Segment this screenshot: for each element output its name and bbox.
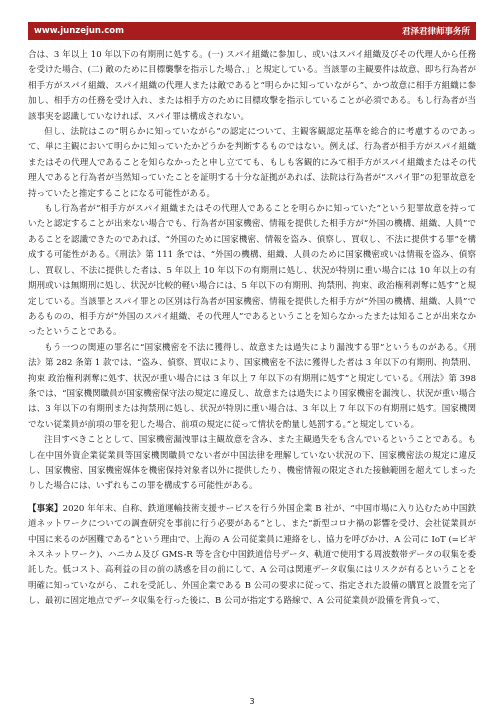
paragraph: 但し、法院はこの“明らかに知っていながら”の認定について、主観客観認定基準を総合的に考慮するのであって、単に主観において明らかに知っていたかどうかを判断するものではない。例えば、行為者が相手方がスパイ組織またはその代理人であることを知らなかったと申し立てても、もしも客観的にみて相手方がスパイ組織またはその代理人であると行為者が当然知っていたことを証明する十分な証拠があれば、法院は行為者が“スパイ罪”の犯罪故意を持っていたと推定することになる可能性がある。 [28,127,476,199]
paragraph: もう一つの関連の罪名に“国家機密を不法に獲得し、故意または過失により漏洩する罪”というものがある。《刑法》第 282 条第 1 款では、“盗み、偵察、買収により、国家機密を不法に獲得した者は 3 年以下の有期刑、拘禁刑、拘束 政治権利剥奪に処す、状況が重い場合には 3 年以上 7 年以下の有期刑に処す”と規定している。《刑法》第 398 条では、“国家機関職員が国家機密保守法の規定に違反し、故意または過失により国家機密を漏洩し、状況が重い場合は、3 年以下の有期刑または拘禁刑に処し、状況が特別に重い場合は、3 年以上 7 年以下の有期刑に処す。国家機関でない従業員が前項の罪を犯した場合、前項の規定に従って情状を酌量し処罰する。”と規定している。 [28,342,476,430]
firm-name: 君泽君律师事务所 [401,27,470,37]
page-number: 3 [249,697,255,706]
paragraph: 注目すべきこととして、国家機密漏洩罪は主観故意を含み、また主観過失をも含んでいるということである。もし在中国外資企業従業員等国家機関職員でない者が中国法律を理解していない状況の下、国家機密法の規定に違反し、国家機密、国家機密媒体を機密保持対象者以外に提供したり、機密情報の限定された接触範囲を超えてしまったりした場合には、いずれもこの罪を構成する可能性がある。 [28,435,476,492]
case-paragraph [28,502,476,610]
document-body [28,48,476,610]
paragraph: もし行為者が“相手方がスパイ組織またはその代理人であることを明らかに知っていた”という犯罪故意を持っていたと認定することが出来ない場合でも、行為者が国家機密、情報を提供した相手方が“外国の機構、組織、人員”であることを認識できたのであれば、“外国のために国家機密、情報を盗み、偵察し、買収し、不法に提供する罪”を構成する可能性がある。《刑法》第 111 条では、“外国の機構、組織、人員のために国家機密或いは情報を盗み、偵察し、買収し、不法に提供した者は、5 年以上 10 年以下の有期刑に処し、状況が特別に重い場合には 10 年以上の有期刑或いは無期刑に処し、状況が比較的軽い場合には、5 年以下の有期刑、拘禁刑、拘束、政治権利剥奪に処す”と規定している。当該罪とスパイ罪との区別は行為者が国家機密、情報を提供した相手方が“外国の機構、組織、人員”であるものの、相手方が“外国のスパイ組織、その代理人”であるということを知らなかったまたは知ることが出来なかったということである。 [28,204,476,338]
case-text: 2020 年年末、自称、鉄道運輸技術支援サービスを行う外国企業 B 社が、“中国市場に入り込むため中国鉄道ネットワークについての調査研究を事前に行う必要がある”とし、また“新型コロナ禍の影響を受け、会社従業員が中国に来るのが困難である”という理由で、上海の A 公司従業員に連絡をし、協力を呼びかけ、A 公司に IoT (=ビギネスネットワーク)、ハニカム及び GMS-R 等を含む中国鉄道信号データ、軌道で使用する周波数帯データの収集を委託した。低コスト、高利益の目の前の誘惑を目の前にして、A 公司は関連データ収集にはリスクが有るということを明確に知っていながら、これを受託し、外国企業である B 公司の要求に従って、指定された設備の購買と設置を完了し、最初に固定地点でデータ収集を行った後に、B 公司が指定する路線で、A 公司従業員が設備を背負って、 [28,503,476,607]
website-url: www.junzejun.com [34,26,124,36]
paragraph: 合は、3 年以上 10 年以下の有期刑に処する。(一) スパイ組織に参加し、或いはスパイ組織及びその代理人から任務を受けた場合、(二) 敵のために目標襲撃を指示した場合、」と規定している。当該罪の主観要件は故意、即ち行為者が相手方がスパイ組織、スパイ組織の代理人または敵であると“明らかに知っていながら”、かつ故意に相手方組織に参加し、相手方の任務を受け入れ、または相手方のために目標攻撃を指示していることが必須である。もし行為者が当該事実を認識していなければ、スパイ罪は構成されない。 [28,50,476,122]
case-label: 【事案】 [28,503,63,514]
page-header [28,22,476,40]
